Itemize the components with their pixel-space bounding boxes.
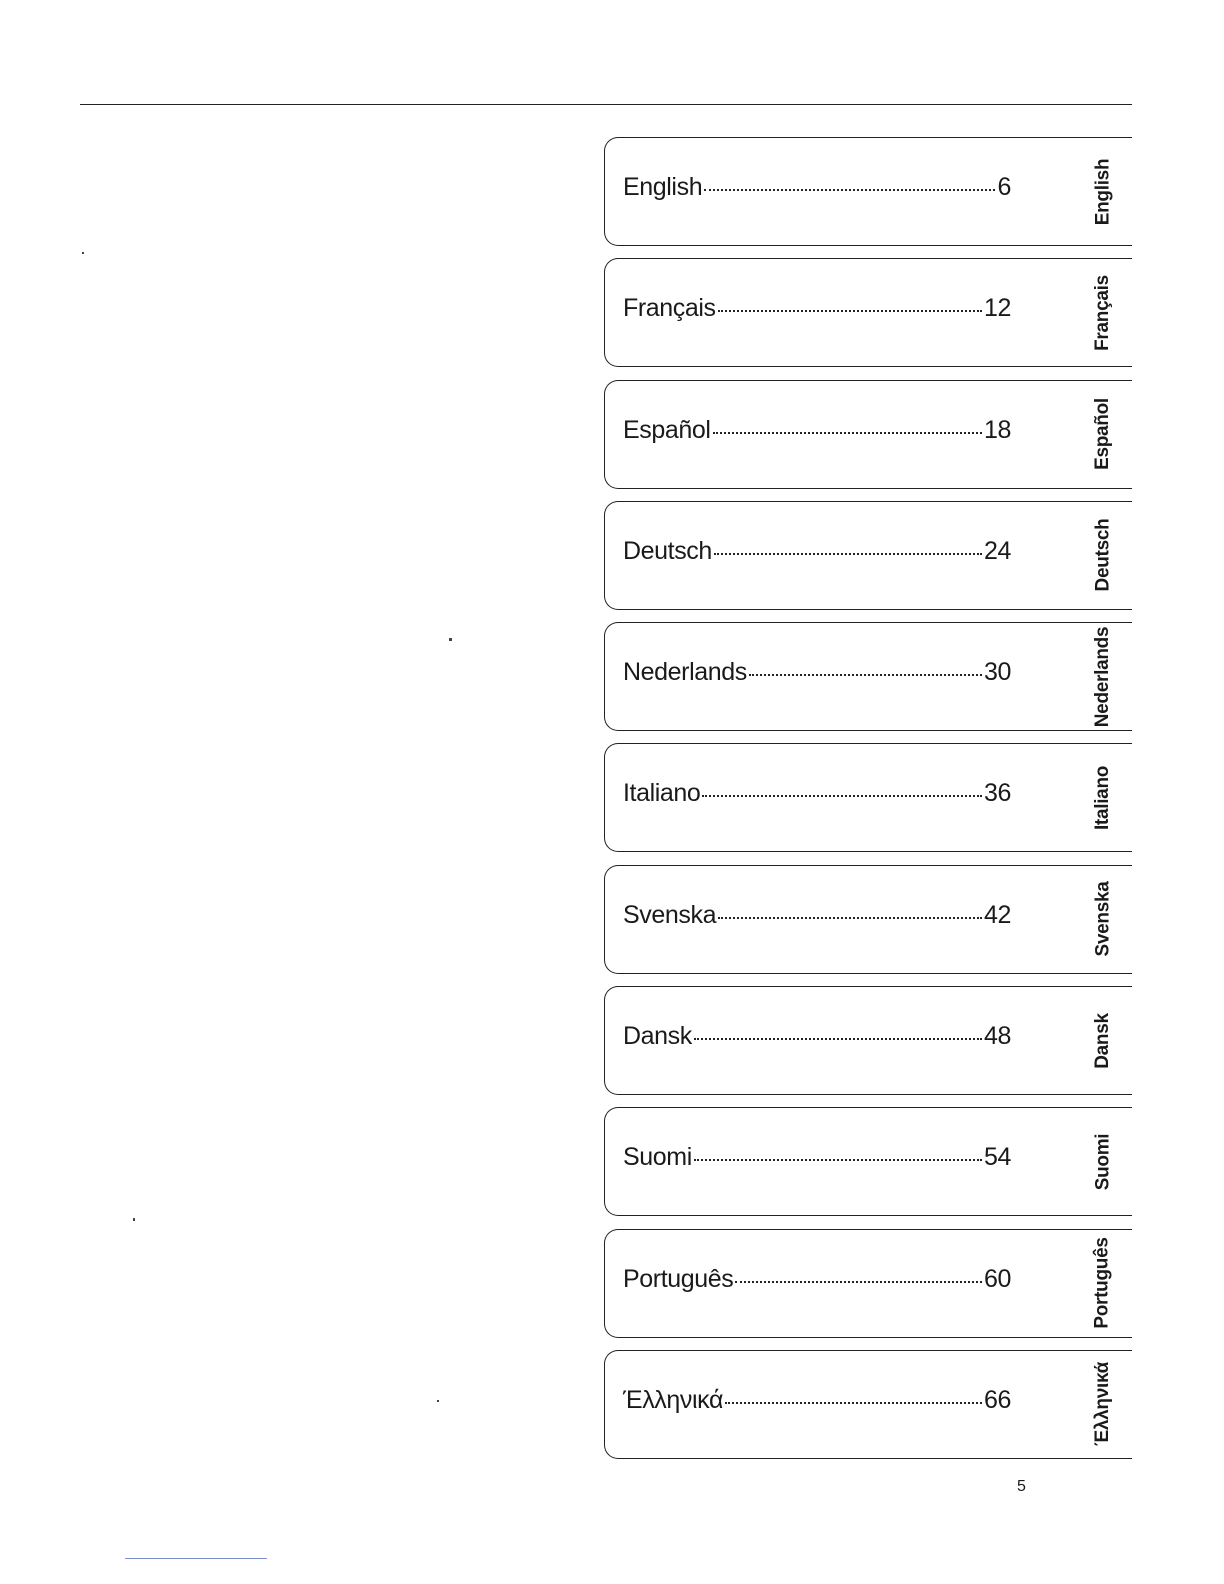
toc-item-portugues[interactable]: [604, 1229, 1132, 1338]
dot-leader: [714, 553, 982, 555]
toc-page-number: 60: [983, 1264, 1011, 1293]
scan-speck: [82, 252, 84, 254]
toc-entry[interactable]: [623, 901, 1011, 930]
toc-item-francais[interactable]: [604, 258, 1132, 367]
language-tab[interactable]: [1074, 381, 1132, 488]
scan-speck: [133, 1218, 135, 1221]
toc-page-number: 42: [983, 900, 1011, 929]
toc-item-deutsch[interactable]: [604, 501, 1132, 610]
page-number: 5: [1017, 1478, 1026, 1495]
toc-entry[interactable]: [623, 779, 1011, 808]
language-tab[interactable]: [1074, 744, 1132, 851]
dot-leader: [718, 917, 982, 919]
toc-label: Italiano: [623, 779, 701, 808]
toc-label: Dansk: [623, 1022, 692, 1051]
toc-item-dansk[interactable]: [604, 986, 1132, 1095]
language-tab-label: Έλληνικά: [1092, 1362, 1114, 1447]
toc-label: Français: [623, 294, 716, 323]
dot-leader: [749, 674, 982, 676]
toc-entry[interactable]: [623, 1265, 1011, 1294]
toc-label: Español: [623, 415, 711, 444]
language-tab[interactable]: [1074, 987, 1132, 1094]
language-tab-label: English: [1092, 158, 1114, 225]
toc-entry[interactable]: [623, 537, 1011, 566]
language-tab[interactable]: [1074, 138, 1132, 245]
toc-label: Nederlands: [623, 658, 747, 687]
dot-leader: [702, 795, 982, 797]
toc-page-number: 54: [983, 1143, 1011, 1172]
toc-item-suomi[interactable]: [604, 1107, 1132, 1216]
language-tab-label: Español: [1092, 398, 1113, 470]
toc-page-number: 12: [983, 294, 1011, 323]
toc-item-italiano[interactable]: [604, 743, 1132, 852]
scan-speck: [449, 638, 452, 641]
toc-entry[interactable]: [623, 416, 1011, 445]
toc-entry[interactable]: [623, 294, 1011, 323]
language-tab-label: Italiano: [1092, 765, 1114, 831]
toc-page-number: 24: [983, 536, 1011, 565]
toc-page-number: 66: [983, 1385, 1011, 1414]
scan-speck: [437, 1400, 439, 1402]
top-rule: [80, 104, 1132, 105]
toc-label: Suomi: [623, 1143, 692, 1172]
toc-item-espanol[interactable]: [604, 380, 1132, 489]
language-tab-label: Dansk: [1092, 1012, 1113, 1069]
language-tab-label: Deutsch: [1092, 518, 1113, 592]
toc-label: Svenska: [623, 900, 717, 929]
toc-page-number: 18: [983, 415, 1011, 444]
dot-leader: [718, 310, 982, 312]
toc-entry[interactable]: [623, 1386, 1011, 1415]
toc-entry[interactable]: [623, 1143, 1011, 1172]
toc-item-nederlands[interactable]: [604, 622, 1132, 731]
dot-leader: [704, 189, 995, 191]
toc-entry[interactable]: [623, 658, 1011, 687]
language-tab-label: Suomi: [1092, 1133, 1113, 1191]
toc-entry[interactable]: [623, 173, 1011, 202]
toc-item-ellinika[interactable]: [604, 1350, 1132, 1459]
toc-page-number: 36: [983, 779, 1011, 808]
language-tab[interactable]: [1074, 259, 1132, 366]
dot-leader: [735, 1281, 982, 1283]
language-tab[interactable]: [1074, 502, 1132, 609]
dot-leader: [713, 432, 982, 434]
toc-label: Deutsch: [623, 536, 712, 565]
toc-label: English: [623, 173, 703, 201]
language-tab[interactable]: [1074, 1230, 1132, 1337]
language-tab[interactable]: [1074, 1351, 1132, 1458]
toc-page-number: 6: [997, 173, 1011, 201]
dot-leader: [694, 1159, 982, 1161]
language-tab[interactable]: [1074, 623, 1132, 730]
footer-rule: [125, 1558, 267, 1559]
table-of-contents: [604, 137, 1132, 1471]
toc-label: Português: [623, 1264, 734, 1293]
dot-leader: [694, 1038, 982, 1040]
toc-label: Έλληνικά: [623, 1385, 724, 1414]
language-tab[interactable]: [1074, 866, 1132, 973]
language-tab-label: Français: [1092, 274, 1114, 351]
toc-item-svenska[interactable]: [604, 865, 1132, 974]
language-tab-label: Português: [1092, 1237, 1114, 1329]
toc-entry[interactable]: [623, 1022, 1011, 1051]
language-tab-label: Nederlands: [1092, 626, 1114, 727]
dot-leader: [725, 1402, 982, 1404]
toc-page-number: 48: [983, 1022, 1011, 1051]
toc-page-number: 30: [983, 658, 1011, 687]
language-tab[interactable]: [1074, 1108, 1132, 1215]
toc-item-english[interactable]: [604, 137, 1132, 246]
language-tab-label: Svenska: [1092, 881, 1114, 957]
